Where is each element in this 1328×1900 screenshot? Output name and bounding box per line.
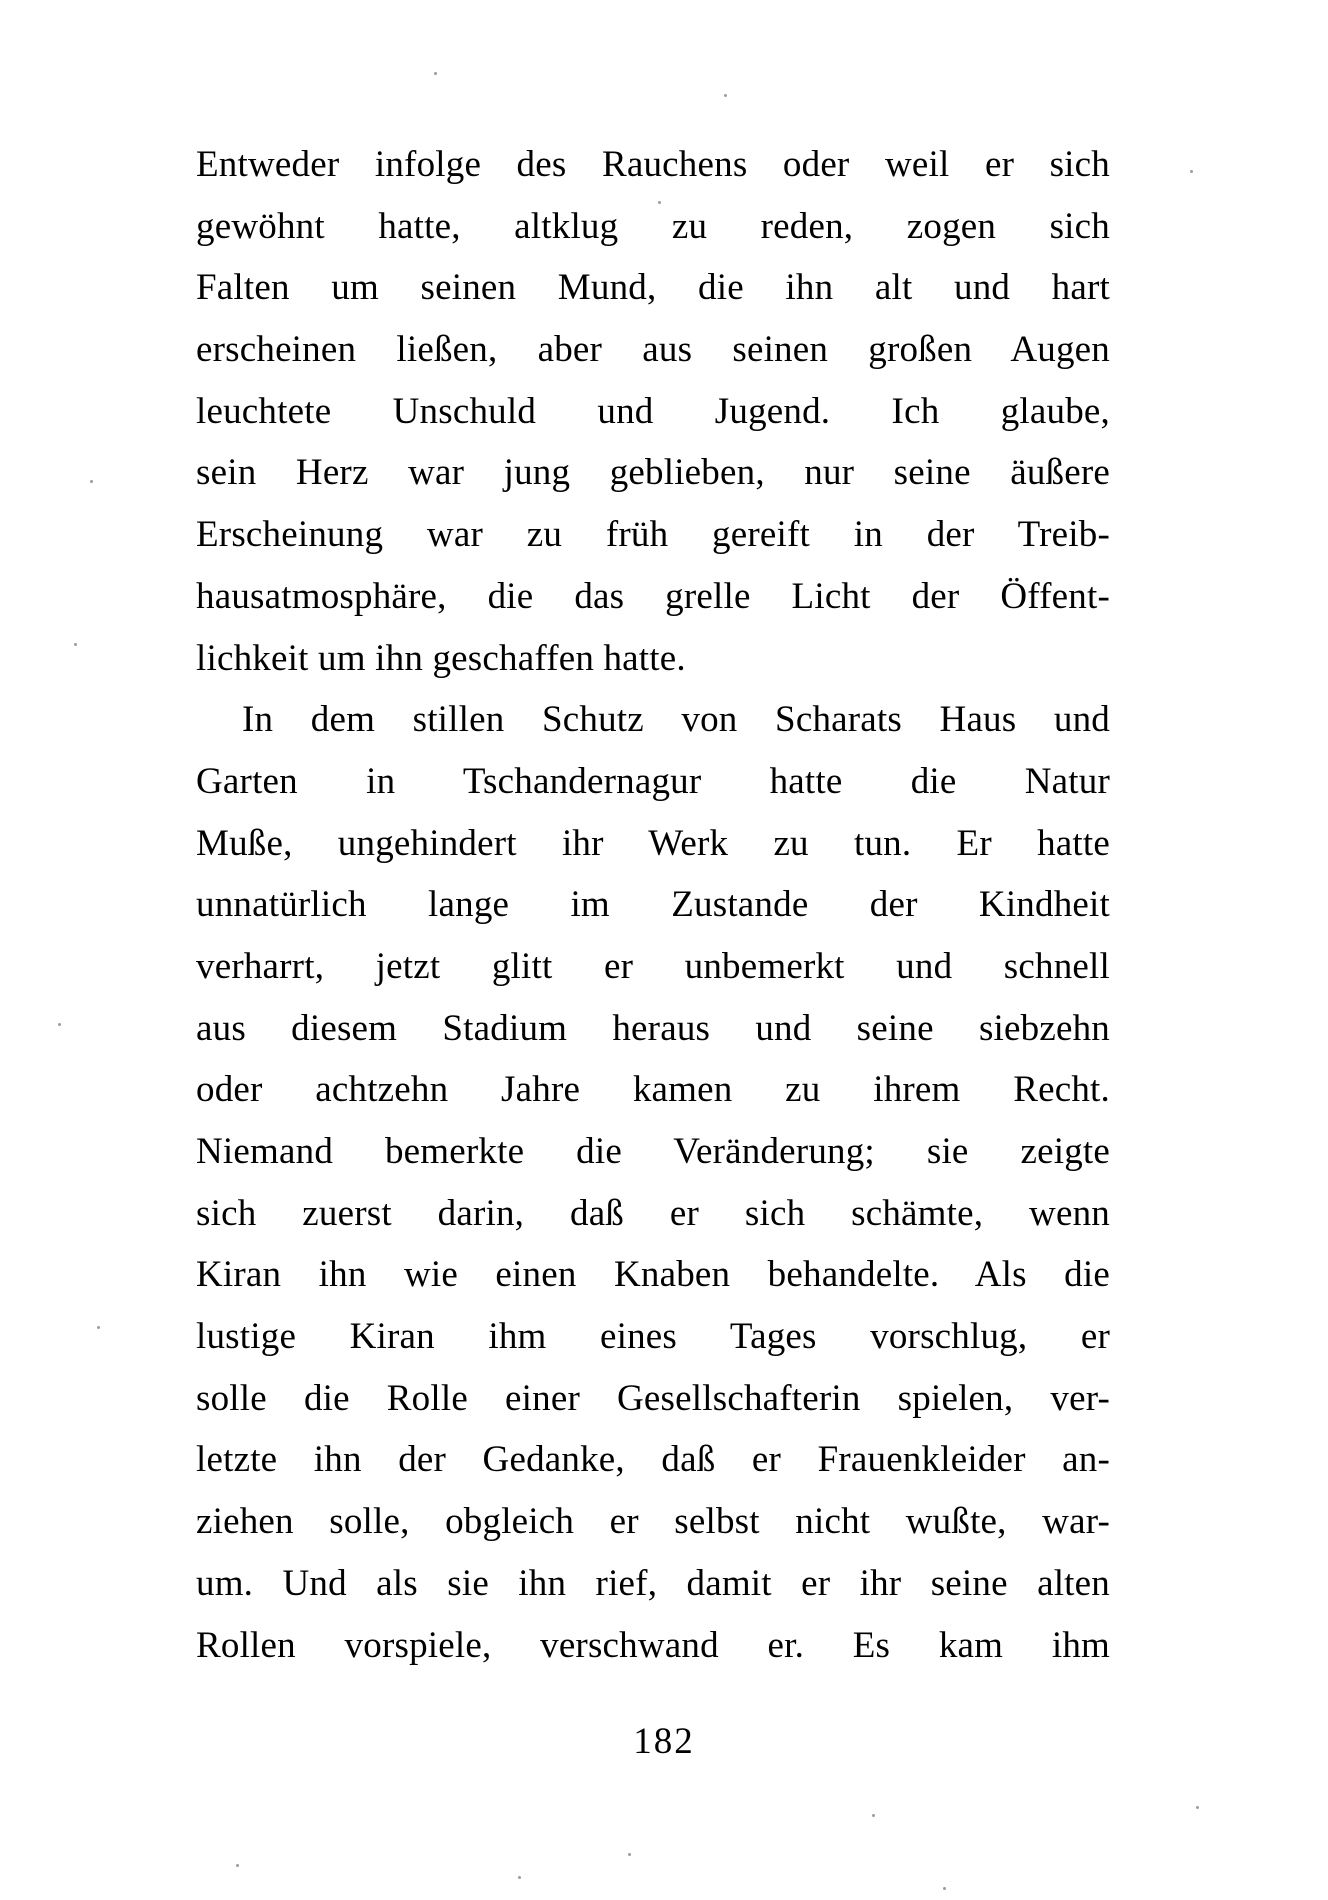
scan-speck [872, 1814, 875, 1817]
text-line: letzte ihn der Gedanke, daß er Frauenkleider an- [196, 1439, 1110, 1481]
scan-speck [236, 1864, 239, 1867]
text-line: Entweder infolge des Rauchens oder weil er sich [196, 144, 1110, 185]
text-line: Rollen vorspiele, verschwand er. Es kam ihm [196, 1624, 1110, 1666]
text-line: leuchtete Unschuld und Jugend. Ich glaube, [196, 390, 1110, 432]
text-line: ziehen solle, obgleich er selbst nicht wußte, war- [196, 1501, 1110, 1543]
scan-speck [658, 201, 661, 204]
text-line: lustige Kiran ihm eines Tages vorschlug, er [196, 1316, 1110, 1358]
scan-speck [74, 643, 77, 646]
text-line: gewöhnt hatte, altklug zu reden, zogen sich [196, 205, 1110, 247]
text-line: erscheinen ließen, aber aus seinen großen Augen [196, 329, 1110, 371]
text-line-paragraph-end: lichkeit um ihn geschaffen hatte. [196, 637, 686, 679]
text-line: Kiran ihn wie einen Knaben behandelte. Als die [196, 1254, 1110, 1296]
text-line: Muße, ungehindert ihr Werk zu tun. Er hatte [196, 822, 1110, 864]
scan-speck [943, 1887, 946, 1890]
scan-speck [1196, 1806, 1199, 1809]
text-line: solle die Rolle einer Gesellschafterin spielen, ver- [196, 1377, 1110, 1419]
scan-speck [90, 480, 93, 483]
text-line: Erscheinung war zu früh gereift in der Treib- [196, 514, 1110, 556]
text-line: aus diesem Stadium heraus und seine siebzehn [196, 1007, 1110, 1049]
scan-speck [628, 1853, 631, 1856]
scan-speck [724, 94, 727, 97]
scan-speck [1190, 170, 1193, 173]
text-line: um. Und als sie ihn rief, damit er ihr seine alten [196, 1562, 1110, 1604]
scan-speck [97, 1326, 100, 1329]
page-number: 182 [633, 1721, 695, 1762]
scan-speck [434, 72, 437, 75]
text-line: unnatürlich lange im Zustande der Kindheit [196, 884, 1110, 926]
text-line: hausatmosphäre, die das grelle Licht der Öffent- [196, 575, 1110, 617]
scan-speck [518, 1876, 521, 1879]
body-text [196, 134, 1110, 1676]
text-line: verharrt, jetzt glitt er unbemerkt und schnell [196, 945, 1110, 987]
text-line: Garten in Tschandernagur hatte die Natur [196, 760, 1110, 802]
text-line: sich zuerst darin, daß er sich schämte, wenn [196, 1192, 1110, 1234]
text-line: sein Herz war jung geblieben, nur seine äußere [196, 452, 1110, 494]
scan-speck [58, 1023, 61, 1026]
text-line: Falten um seinen Mund, die ihn alt und hart [196, 267, 1110, 309]
text-line-paragraph-start: In dem stillen Schutz von Scharats Haus und [242, 699, 1110, 741]
text-line: oder achtzehn Jahre kamen zu ihrem Recht. [196, 1069, 1110, 1111]
text-line: Niemand bemerkte die Veränderung; sie zeigte [196, 1131, 1110, 1172]
